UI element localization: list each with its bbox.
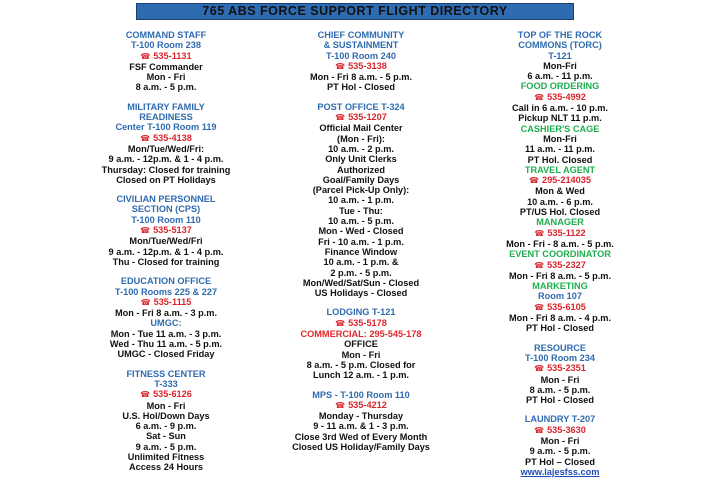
section-title: MANAGER: [536, 217, 584, 228]
sub-title: UMGC:: [150, 318, 182, 329]
section-title: MARKETING: [532, 281, 588, 292]
info-line: Thu - Closed for training: [112, 256, 220, 267]
info-line: 10 a.m. - 1 p.m. &: [323, 257, 399, 268]
section-title: COMMONS (TORC): [518, 40, 602, 51]
section-room: T-121: [548, 50, 572, 61]
manager-section: [470, 217, 650, 249]
section-room: Center T-100 Room 119: [115, 122, 217, 133]
phone-line[interactable]: ☎ 535-3138: [335, 60, 387, 71]
phone-icon: ☎: [534, 425, 545, 435]
phone-icon: ☎: [528, 176, 539, 186]
info-line: 11 a.m. - 11 p.m.: [525, 144, 595, 155]
info-line: 8 a.m. - 5 p.m.: [135, 82, 197, 93]
commercial-phone[interactable]: COMMERCIAL: 295-545-178: [300, 329, 422, 340]
info-line: 9 a.m. - 5 p.m.: [529, 446, 591, 457]
info-line: OFFICE: [344, 339, 378, 350]
info-line: FSF Commander: [129, 61, 203, 72]
info-line: Lunch 12 a.m. - 1 p.m.: [313, 370, 409, 381]
phone-icon: ☎: [534, 92, 545, 102]
info-line: (Parcel Pick-Up Only):: [312, 185, 410, 196]
phone-icon: ☎: [335, 61, 346, 71]
phone-line[interactable]: ☎ 535-1131: [140, 50, 192, 61]
section-room: T-100 Room 240: [326, 50, 396, 61]
section-room: T-100 Room 238: [131, 40, 201, 51]
info-line: Thursday: Closed for training: [101, 164, 231, 175]
info-line: US Holidays - Closed: [314, 288, 408, 299]
info-line: Mon/Wed/Sat/Sun - Closed: [302, 277, 420, 288]
phone-line[interactable]: ☎ 535-1122: [534, 227, 586, 238]
info-line: Access 24 Hours: [128, 462, 204, 473]
section-title: TRAVEL AGENT: [524, 164, 596, 175]
section-title: CASHIER'S CAGE: [520, 123, 600, 134]
post-office-section: [255, 102, 467, 299]
info-line: Mon & Wed: [535, 186, 585, 197]
food-ordering-section: [470, 81, 650, 123]
phone-line[interactable]: ☎ 535-3630: [534, 424, 586, 435]
info-line: Mon/Tue/Wed/Fri: [129, 236, 203, 247]
info-line: 6 a.m. - 9 p.m.: [135, 421, 197, 432]
phone-line[interactable]: ☎ 535-5137: [140, 225, 192, 236]
section-title: SECTION (CPS): [131, 204, 201, 215]
cashier-section: [470, 124, 650, 165]
info-line: PT Hol. Closed: [527, 154, 593, 165]
phone-icon: ☎: [335, 318, 346, 328]
section-title: LAUNDRY T-207: [524, 414, 596, 425]
section-title: CHIEF COMMUNITY: [317, 30, 405, 40]
phone-line[interactable]: ☎ 295-214035: [528, 175, 591, 186]
education-section: [60, 276, 272, 359]
section-title: EVENT COORDINATOR: [509, 249, 611, 260]
info-line: U.S. Hol/Down Days: [122, 410, 210, 421]
section-title: COMMAND STAFF: [125, 30, 207, 40]
info-line: Pickup NLT 11 p.m.: [518, 113, 602, 124]
info-line: Close 3rd Wed of Every Month: [294, 431, 428, 442]
torc-section: [470, 30, 650, 81]
section-title: CIVILIAN PERSONNEL: [116, 194, 216, 205]
phone-icon: ☎: [140, 133, 151, 143]
section-title: TOP OF THE ROCK: [517, 30, 603, 40]
travel-agent-section: [470, 165, 650, 217]
info-line: 10 a.m. - 6 p.m.: [527, 196, 593, 207]
info-line: Mon - Tue 11 a.m. - 3 p.m.: [110, 328, 222, 339]
info-line: Mon - Fri: [146, 400, 186, 411]
info-line: 8 a.m. - 5 p.m.: [529, 384, 591, 395]
phone-line[interactable]: ☎ 535-5178: [335, 317, 387, 328]
info-line: Authorized: [337, 164, 385, 175]
phone-line[interactable]: ☎ 535-2327: [534, 259, 586, 270]
info-line: PT Hol – Closed: [525, 456, 595, 467]
column-right: [470, 30, 650, 477]
info-line: Finance Window: [324, 246, 398, 257]
info-line: Mon - Fri 8 a.m. - 4 p.m.: [508, 313, 612, 324]
info-line: Tue - Thu:: [339, 205, 383, 216]
phone-icon: ☎: [335, 113, 346, 123]
info-line: (Mon - Fri):: [337, 133, 385, 144]
info-line: 10 a.m. - 5 p.m.: [328, 216, 394, 227]
section-title: MILITARY FAMILY: [127, 101, 205, 112]
info-line: Mon - Fri: [540, 435, 580, 446]
info-line: Mon-Fri: [543, 60, 577, 71]
info-line: Unlimited Fitness: [127, 451, 205, 462]
info-line: 9 a.m. - 5 p.m.: [135, 441, 197, 452]
section-title: RESOURCE: [533, 342, 587, 353]
info-line: Goal/Family Days: [322, 174, 400, 185]
website-link[interactable]: www.lajesfss.com: [520, 466, 600, 477]
info-line: 10 a.m. - 1 p.m.: [328, 195, 394, 206]
info-line: 2 p.m. - 5 p.m.: [330, 267, 392, 278]
section-title: FITNESS CENTER: [126, 368, 206, 379]
info-line: 9 - 11 a.m. & 1 - 3 p.m.: [313, 421, 409, 432]
info-line: 6 a.m. - 11 p.m.: [527, 71, 593, 82]
info-line: Mon - Fri 8 a.m. - 3 p.m.: [114, 308, 218, 319]
info-line: Mon - Fri 8 a.m. - 5 p.m.: [508, 270, 612, 281]
info-line: Mon - Fri: [540, 374, 580, 385]
info-line: Only Unit Clerks: [325, 154, 397, 165]
phone-line[interactable]: ☎ 535-1207: [335, 112, 387, 123]
section-room: Room 107: [538, 291, 582, 302]
info-line: Mon - Fri - 8 a.m. - 5 p.m.: [506, 238, 614, 249]
info-line: Mon - Fri: [146, 72, 186, 83]
fitness-section: [60, 369, 272, 473]
phone-icon: ☎: [140, 226, 151, 236]
lodging-section: [255, 307, 467, 380]
info-line: Mon - Wed - Closed: [318, 226, 404, 237]
phone-icon: ☎: [534, 228, 545, 238]
phone-icon: ☎: [140, 51, 151, 61]
info-line: PT/US Hol. Closed: [519, 207, 601, 218]
phone-line[interactable]: ☎ 535-2351: [534, 363, 586, 374]
event-coordinator-section: [470, 249, 650, 281]
military-family-section: [60, 102, 272, 185]
phone-icon: ☎: [335, 400, 346, 410]
phone-icon: ☎: [140, 297, 151, 307]
info-line: Monday - Thursday: [318, 411, 404, 422]
info-line: Mon-Fri: [543, 133, 577, 144]
mps-section: [255, 390, 467, 453]
info-line: 10 a.m. - 2 p.m.: [328, 143, 394, 154]
column-middle: [255, 30, 467, 461]
phone-icon: ☎: [534, 364, 545, 374]
phone-icon: ☎: [534, 302, 545, 312]
info-line: Wed - Thu 11 a.m. - 5 p.m.: [109, 339, 223, 350]
section-title: READINESS: [139, 112, 193, 123]
community-section: [255, 30, 467, 93]
section-title: POST OFFICE T-324: [317, 101, 405, 112]
info-line: Mon - Fri 8 a.m. - 5 p.m.: [309, 72, 413, 83]
section-title: EDUCATION OFFICE: [120, 276, 212, 287]
info-line: Closed US Holiday/Family Days: [292, 441, 430, 452]
section-title: FOOD ORDERING: [520, 81, 600, 92]
info-line: 8 a.m. - 5 p.m. Closed for: [306, 359, 416, 370]
section-title: & SUSTAINMENT: [323, 40, 399, 51]
laundry-section: [470, 414, 650, 477]
column-left: [60, 30, 272, 482]
info-line: PT Hol - Closed: [327, 82, 395, 93]
page-title: 765 ABS FORCE SUPPORT FLIGHT DIRECTORY: [136, 3, 574, 20]
section-title: LODGING T-121: [326, 307, 396, 318]
info-line: Fri - 10 a.m. - 1 p.m.: [318, 236, 404, 247]
phone-line[interactable]: ☎ 535-4992: [534, 91, 586, 102]
civilian-personnel-section: [60, 194, 272, 267]
phone-line[interactable]: ☎ 535-6126: [140, 389, 192, 400]
marketing-section: [470, 281, 650, 333]
section-room: T-100 Rooms 225 & 227: [114, 286, 218, 297]
section-title: MPS - T-100 Room 110: [312, 389, 410, 400]
info-line: Closed on PT Holidays: [116, 174, 216, 185]
resource-section: [470, 343, 650, 406]
phone-line[interactable]: ☎ 535-1115: [140, 296, 192, 307]
info-line: Sat - Sun: [146, 431, 186, 442]
info-line: Mon - Fri: [341, 349, 381, 360]
info-line: PT Hol - Closed: [526, 323, 594, 334]
phone-icon: ☎: [534, 260, 545, 270]
info-line: UMGC - Closed Friday: [117, 349, 215, 360]
section-room: T-100 Room 234: [525, 352, 595, 363]
phone-icon: ☎: [140, 390, 151, 400]
info-line: Call in 6 a.m. - 10 p.m.: [512, 103, 608, 114]
command-staff-section: [60, 30, 272, 93]
info-line: Mon/Tue/Wed/Fri:: [127, 143, 205, 154]
info-line: 9 a.m. - 12p.m. & 1 - 4 p.m.: [108, 246, 224, 257]
info-line: Official Mail Center: [319, 123, 403, 134]
section-room: T-333: [154, 378, 178, 389]
info-line: 9 a.m. - 12p.m. & 1 - 4 p.m.: [108, 154, 224, 165]
phone-line[interactable]: ☎ 535-4138: [140, 132, 192, 143]
phone-line[interactable]: ☎ 535-6105: [534, 301, 586, 312]
section-room: T-100 Room 110: [131, 214, 201, 225]
phone-line[interactable]: ☎ 535-4212: [335, 399, 387, 410]
info-line: PT Hol - Closed: [526, 395, 594, 406]
